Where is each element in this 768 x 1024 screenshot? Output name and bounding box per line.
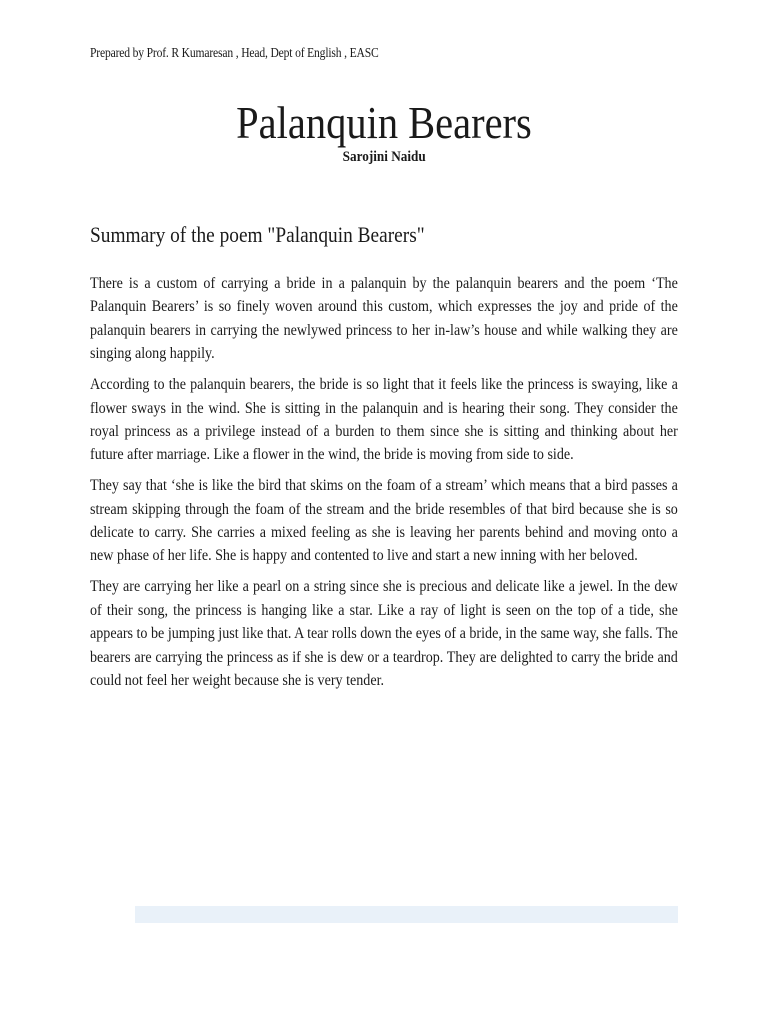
author-wrapper — [0, 149, 768, 166]
paragraph-4: They are carrying her like a pearl on a string since she is precious and delicate like a jewel. In the dew of their song, the princess is hanging like a star. Like a ray of light is seen on the top of a tide, she appears to be jumping just like that. A tear rolls down the eyes of a bride, in the same way, she falls. The bearers are carrying the princess as if she is dew or a teardrop. They are delighted to carry the bride and could not feel her weight because she is very tender. — [90, 578, 678, 689]
paragraph-1: There is a custom of carrying a bride in a palanquin by the palanquin bearers and the poem ‘The Palanquin Bearers’ is so finely woven around this custom, which expresses the joy and pride of the palanquin bearers in carrying the newlywed princess to her in-law’s house and while walking they are singing along happily. — [90, 275, 678, 363]
footer-bar — [135, 906, 678, 923]
paragraph-3: They say that ‘she is like the bird that skims on the foam of a stream’ which means that a bird passes a stream skipping through the foam of the stream and the bride resembles of that bird because she is so delicate to carry. She carries a mixed feeling as she is leaving her parents behind and moving onto a new phase of her life. She is happy and contented to live and start a new inning with her beloved. — [90, 477, 678, 565]
paragraph-2: According to the palanquin bearers, the bride is so light that it feels like the princess is swaying, like a flower sways in the wind. She is sitting in the palanquin and is hearing their song. They consider the royal princess as a privilege instead of a burden to them since she is sitting and thinking about her future after marriage. Like a flower in the wind, the bride is moving from side to side. — [90, 376, 678, 464]
document-title: Palanquin Bearers — [236, 97, 532, 148]
summary-body — [90, 272, 678, 700]
header-note: Prepared by Prof. R Kumaresan , Head, Dept of English , EASC — [90, 45, 379, 60]
author-name: Sarojini Naidu — [342, 149, 426, 165]
section-heading: Summary of the poem "Palanquin Bearers" — [90, 222, 425, 247]
document-title-wrapper — [0, 96, 768, 150]
